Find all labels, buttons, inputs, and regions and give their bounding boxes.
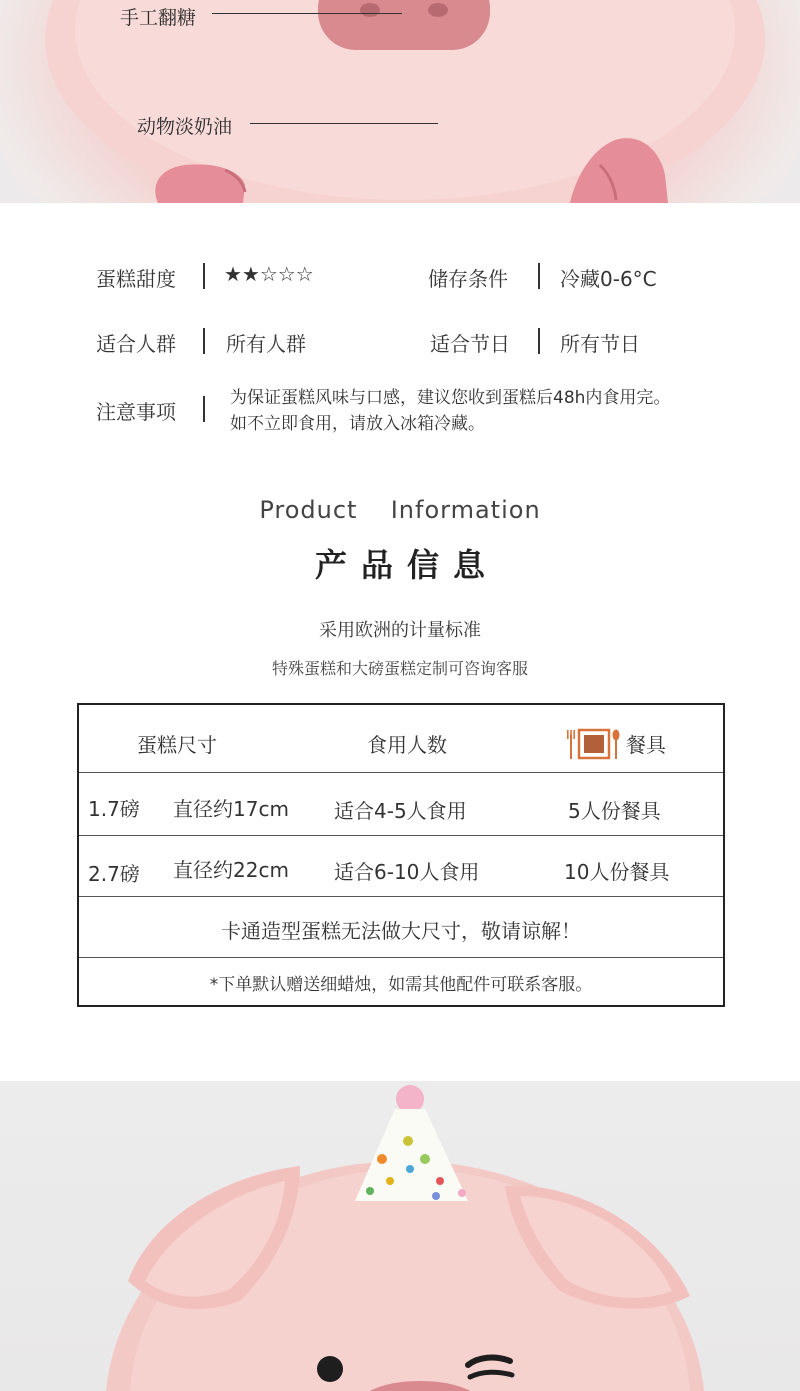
spec-sweetness-label: 蛋糕甜度 <box>96 267 176 291</box>
table-notice: 卡通造型蛋糕无法做大尺寸，敬请谅解！ <box>221 919 581 943</box>
spec-divider <box>203 396 205 422</box>
spec-audience-value: 所有人群 <box>226 332 306 356</box>
cake-photo-top <box>0 0 800 203</box>
cell-servings: 适合4-5人食用 <box>334 799 467 823</box>
cell-servings: 适合6-10人食用 <box>334 860 480 884</box>
spec-audience-label: 适合人群 <box>96 332 176 356</box>
spec-divider <box>203 328 205 354</box>
cell-diameter: 直径约17cm <box>173 797 289 821</box>
annotation-line-fondant <box>212 13 402 14</box>
spec-storage-label: 储存条件 <box>428 267 508 291</box>
spec-divider <box>538 263 540 289</box>
product-info-title-cn: 产品信息 <box>314 546 499 584</box>
spec-notes-label: 注意事项 <box>96 400 176 424</box>
table-footnote-row <box>79 958 723 1005</box>
pig-cake-illustration-top <box>0 0 800 203</box>
cell-weight: 1.7磅 <box>88 797 140 821</box>
spec-notes-line1: 为保证蛋糕风味与口感，建议您收到蛋糕后48h内食用完。 <box>230 388 671 408</box>
header-tableware: 餐具 <box>626 733 666 757</box>
table-notice-row <box>79 897 723 958</box>
cell-tableware: 10人份餐具 <box>564 860 670 884</box>
spec-occasion-label: 适合节日 <box>430 332 510 356</box>
cell-diameter: 直径约22cm <box>173 858 289 882</box>
annotation-line-cream <box>250 123 438 124</box>
annotation-fondant: 手工翻糖 <box>120 7 197 29</box>
spec-divider <box>538 328 540 354</box>
annotation-cream: 动物淡奶油 <box>137 116 233 138</box>
product-info-subtitle-custom: 特殊蛋糕和大磅蛋糕定制可咨询客服 <box>271 659 528 678</box>
spec-divider <box>203 263 205 289</box>
table-footnote: *下单默认赠送细蜡烛，如需其他配件可联系客服。 <box>209 975 593 995</box>
table-header-row <box>79 705 723 773</box>
table-row <box>79 773 723 836</box>
party-hat-icon <box>355 1085 468 1201</box>
pig-cake-illustration-bottom <box>0 1081 800 1391</box>
size-table <box>77 703 725 1007</box>
spec-sweetness-rating: ★★☆☆☆ <box>224 262 314 286</box>
product-info-title-en: Product Information <box>259 496 541 524</box>
tableware-icon <box>566 727 622 765</box>
table-row <box>79 836 723 897</box>
spec-storage-value: 冷藏0-6°C <box>560 267 657 291</box>
cell-tableware: 5人份餐具 <box>568 799 661 823</box>
spec-occasion-value: 所有节日 <box>560 332 640 356</box>
product-info-subtitle-standard: 采用欧洲的计量标准 <box>319 620 481 641</box>
header-size: 蛋糕尺寸 <box>137 733 217 757</box>
spec-notes-line2: 如不立即食用，请放入冰箱冷藏。 <box>230 414 485 434</box>
cake-photo-bottom <box>0 1081 800 1391</box>
header-servings: 食用人数 <box>367 733 447 757</box>
spec-notes-text <box>230 385 770 437</box>
cell-weight: 2.7磅 <box>88 862 140 886</box>
